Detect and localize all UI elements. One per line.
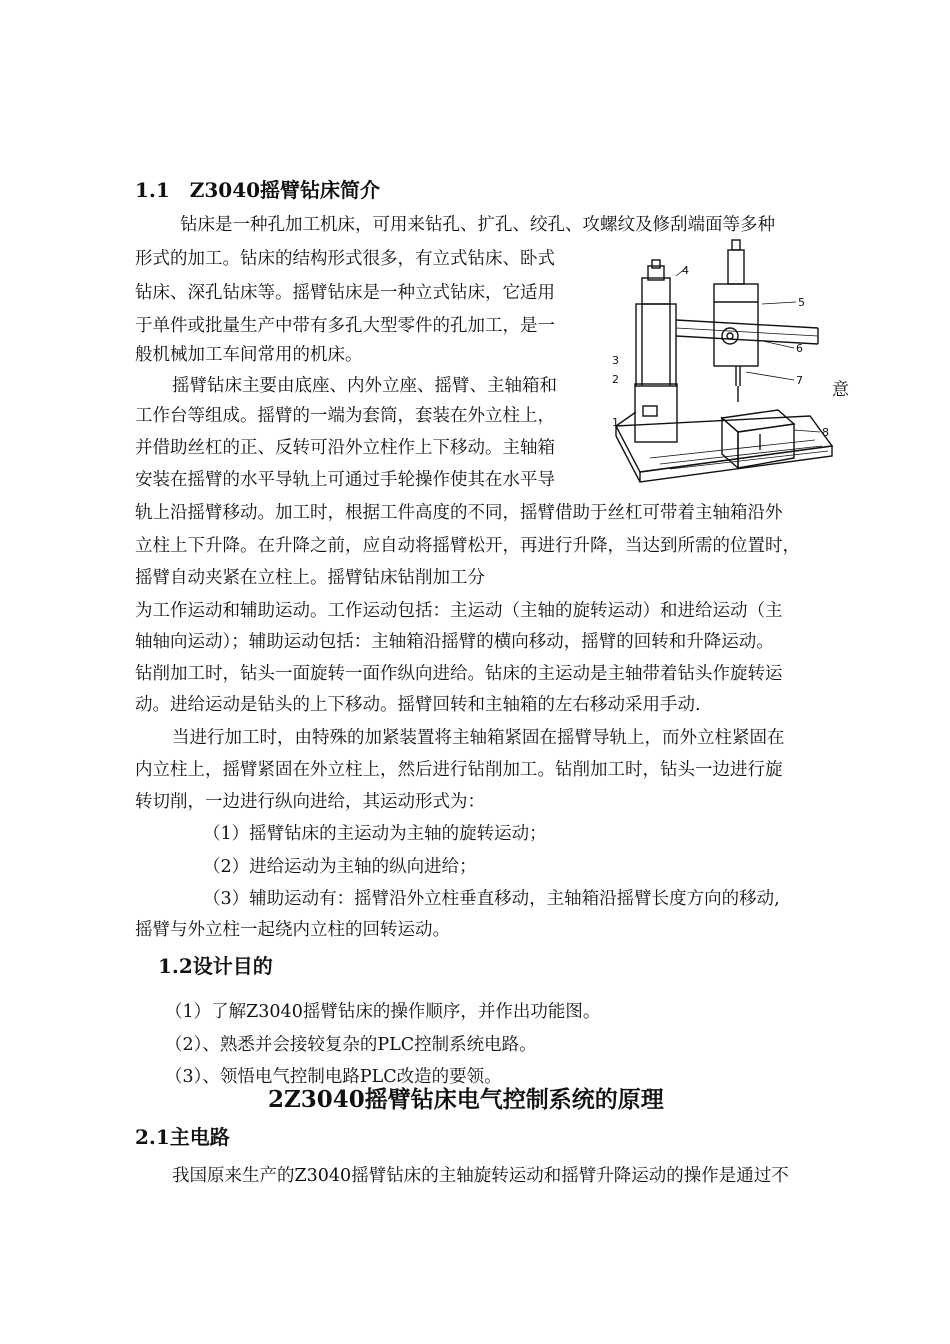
figure-label: 6 — [796, 342, 803, 355]
paragraph-line: 安装在摇臂的水平导轨上可通过手轮操作使其在水平导 — [135, 470, 555, 490]
arm-top — [676, 320, 818, 328]
list-item: （3）、领悟电气控制电路PLC改造的要领。 — [165, 1067, 502, 1087]
paragraph-line: 摇臂钻床主要由底座、内外立座、摇臂、主轴箱和 — [172, 376, 557, 396]
column-base-box — [635, 384, 677, 442]
list-item: （1）了解Z3040摇臂钻床的操作顺序，并作出功能图。 — [165, 1002, 601, 1022]
spindle-head — [714, 284, 758, 366]
section-1-2-heading: 1.2设计目的 — [158, 954, 273, 978]
paragraph-line: 转切削，一边进行纵向进给，其运动形式为： — [135, 792, 485, 812]
paragraph-line: 于单件或批量生产中带有多孔大型零件的孔加工，是一 — [135, 316, 555, 336]
paragraph-line: 轴轴向运动）；辅助运动包括：主轴箱沿摇臂的横向移动，摇臂的回转和升降运动。 — [135, 632, 774, 652]
paragraph-line: 钻削加工时，钻头一面旋转一面作纵向进给。钻床的主运动是主轴带着钻头作旋转运 — [135, 664, 783, 684]
paragraph-line: 轨上沿摇臂移动。加工时，根据工件高度的不同，摇臂借助于丝杠可带着主轴箱沿外 — [135, 503, 783, 523]
figure-label: 7 — [796, 374, 803, 387]
paragraph-line: 当进行加工时，由特殊的加紧装置将主轴箱紧固在摇臂导轨上，而外立柱紧固在 — [172, 728, 785, 748]
base-outline — [616, 416, 832, 472]
paragraph-line: 立柱上下升降。在升降之前，应自动将摇臂松开，再进行升降，当达到所需的位置时， — [135, 536, 800, 556]
radial-drill-figure — [610, 236, 842, 498]
paragraph-line: 动。进给运动是钻头的上下移动。摇臂回转和主轴箱的左右移动采用手动. — [135, 695, 701, 715]
list-item-continuation: 摇臂与外立柱一起绕内立柱的回转运动。 — [135, 920, 450, 940]
paragraph-line: 工作台等组成。摇臂的一端为套筒，套装在外立柱上， — [135, 406, 555, 426]
section-2-1-heading: 2.1主电路 — [135, 1125, 230, 1149]
motor — [728, 250, 744, 284]
paragraph-line: 般机械加工车间常用的机床。 — [135, 345, 363, 365]
paragraph-line: 内立柱上，摇臂紧固在外立柱上，然后进行钻削加工。钻削加工时，钻头一边进行旋 — [135, 760, 783, 780]
figure-label: 3 — [612, 354, 619, 367]
paragraph-line: 钻床、深孔钻床等。摇臂钻床是一种立式钻床，它适用 — [135, 283, 555, 303]
list-item: （3）辅助运动有：摇臂沿外立柱垂直移动，主轴箱沿摇臂长度方向的移动, — [203, 889, 780, 909]
paragraph-line: 形式的加工。钻床的结构形式很多，有立式钻床、卧式 — [135, 249, 555, 269]
paragraph-line: 摇臂自动夹紧在立柱上。摇臂钻床钻削加工分 — [135, 568, 485, 588]
figure-label: 4 — [682, 264, 689, 277]
figure-label: 8 — [822, 426, 829, 439]
paragraph-line: 我国原来生产的Z3040摇臂钻床的主轴旋转运动和摇臂升降运动的操作是通过不 — [172, 1166, 789, 1186]
list-item: （1）摇臂钻床的主运动为主轴的旋转运动； — [203, 824, 547, 844]
chapter-2-title: 2Z3040摇臂钻床电气控制系统的原理 — [268, 1086, 664, 1113]
paragraph-line: 钻床是一种孔加工机床，可用来钻孔、扩孔、绞孔、攻螺纹及修刮端面等多种 — [180, 215, 775, 235]
list-item: （2）、熟悉并会接较复杂的PLC控制系统电路。 — [165, 1035, 537, 1055]
figure-caption-fragment: 意 — [832, 380, 849, 400]
figure-label: 2 — [612, 373, 619, 386]
figure-label: 1 — [612, 416, 619, 429]
list-item: （2）进给运动为主轴的纵向进给； — [203, 857, 477, 877]
section-1-1-heading: 1.1 Z3040摇臂钻床简介 — [135, 178, 381, 202]
paragraph-line: 并借助丝杠的正、反转可沿外立柱作上下移动。主轴箱 — [135, 438, 555, 458]
radial-drill-drawing — [610, 236, 842, 498]
figure-label: 5 — [798, 296, 805, 309]
outer-column-top — [642, 278, 670, 304]
paragraph-line: 为工作运动和辅助运动。工作运动包括：主运动（主轴的旋转运动）和进给运动（主 — [135, 601, 783, 621]
